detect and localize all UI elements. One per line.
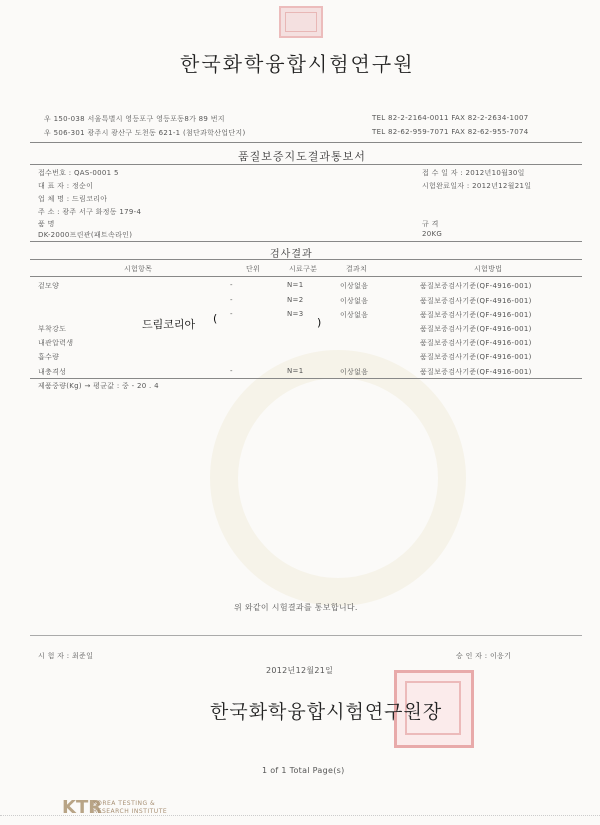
weight-line: 제품중량(Kg) → 평균값 : 중 - 20 . 4 [38, 382, 159, 390]
row-method: 품질보증검사기준(QF-4916-001) [420, 297, 532, 305]
row-item: 부착강도 [38, 325, 67, 333]
notice: 위 와같이 시험결과를 통보합니다. [234, 603, 358, 612]
overlay-company: 드림코리아 [142, 318, 196, 331]
results-title: 검사결과 [270, 249, 313, 260]
row-item: 내충격성 [38, 368, 67, 376]
logo-line-1: KOREA TESTING & [93, 800, 156, 807]
spec-value: 20KG [422, 230, 443, 238]
header-unit: 단위 [246, 265, 261, 273]
divider [30, 241, 582, 242]
product-label: 품 명 [38, 220, 55, 228]
row-sample: N=3 [287, 310, 304, 318]
row-unit: - [230, 310, 233, 318]
spec-label: 규 격 [422, 220, 439, 228]
row-item: 흡수량 [38, 353, 60, 361]
company-address: 주 소 : 광주 서구 화정동 179-4 [38, 208, 142, 216]
row-item: 내관압력생 [38, 339, 74, 347]
issue-date: 2012년12월21일 [266, 666, 334, 675]
header-method: 시험방법 [474, 265, 503, 273]
header-item: 시험항목 [124, 265, 153, 273]
page-count: 1 of 1 Total Page(s) [262, 766, 345, 775]
row-method: 품질보증검사기준(QF-4916-001) [420, 353, 532, 361]
director-signature-line: 한국화학융합시험연구원장 [210, 701, 443, 723]
row-method: 품질보증검사기준(QF-4916-001) [420, 311, 532, 319]
divider [30, 276, 582, 277]
completion-date: 시험완료일자 : 2012년12월21일 [422, 182, 532, 190]
row-sample: N=2 [287, 296, 304, 304]
background-watermark [210, 350, 466, 606]
phone-line-1: TEL 82-2-2164-0011 FAX 82-2-2634-1007 [372, 114, 529, 122]
divider [30, 259, 582, 260]
ktr-logo-text [93, 800, 167, 816]
divider [30, 635, 582, 636]
row-sample: N=1 [287, 367, 304, 375]
overlay-close-paren: ) [317, 316, 322, 329]
overlay-open-paren: ( [213, 312, 218, 325]
row-result: 이상없음 [340, 311, 369, 319]
product-value: DK-2000프린관(패트속라인) [38, 231, 133, 239]
row-method: 품질보증검사기준(QF-4916-001) [420, 282, 532, 290]
address-line-2: 우 506-301 광주시 광산구 도천동 621-1 (첨단과학산업단지) [44, 129, 246, 137]
seal-stamp-top [279, 6, 323, 38]
address-line-1: 우 150-038 서울특별시 영등포구 영등포동8가 89 번지 [44, 115, 225, 123]
row-method: 품질보증검사기준(QF-4916-001) [420, 325, 532, 333]
report-title: 품질보증지도결과통보서 [238, 150, 366, 163]
divider [30, 142, 582, 143]
header-sample: 시료구분 [289, 265, 318, 273]
representative: 대 표 자 : 정순이 [38, 182, 94, 190]
row-sample: N=1 [287, 281, 304, 289]
logo-line-2: RESEARCH INSTITUTE [93, 808, 168, 815]
approver: 승 인 자 : 이응기 [456, 652, 512, 660]
phone-line-2: TEL 82-62-959-7071 FAX 82-62-955-7074 [372, 128, 529, 136]
row-unit: - [230, 367, 233, 375]
row-item: 겉모양 [38, 282, 60, 290]
company-name: 업 체 명 : 드림코리아 [38, 195, 108, 203]
ktr-logo: KTR [62, 797, 103, 818]
row-unit: - [230, 296, 233, 304]
header-result: 결과치 [346, 265, 368, 273]
tester: 시 험 자 : 최준일 [38, 652, 94, 660]
institute-title: 한국화학융합시험연구원 [180, 52, 415, 76]
receipt-date: 접 수 일 자 : 2012년10월30일 [422, 169, 525, 177]
row-result: 이상없음 [340, 297, 369, 305]
row-unit: - [230, 281, 233, 289]
divider [30, 378, 582, 379]
row-result: 이상없음 [340, 368, 369, 376]
divider [30, 164, 582, 165]
receipt-number: 접수번호 : QAS-0001 5 [38, 169, 119, 177]
bottom-dotted-line [0, 815, 600, 816]
row-result: 이상없음 [340, 282, 369, 290]
row-method: 품질보증검사기준(QF-4916-001) [420, 339, 532, 347]
row-method: 품질보증검사기준(QF-4916-001) [420, 368, 532, 376]
